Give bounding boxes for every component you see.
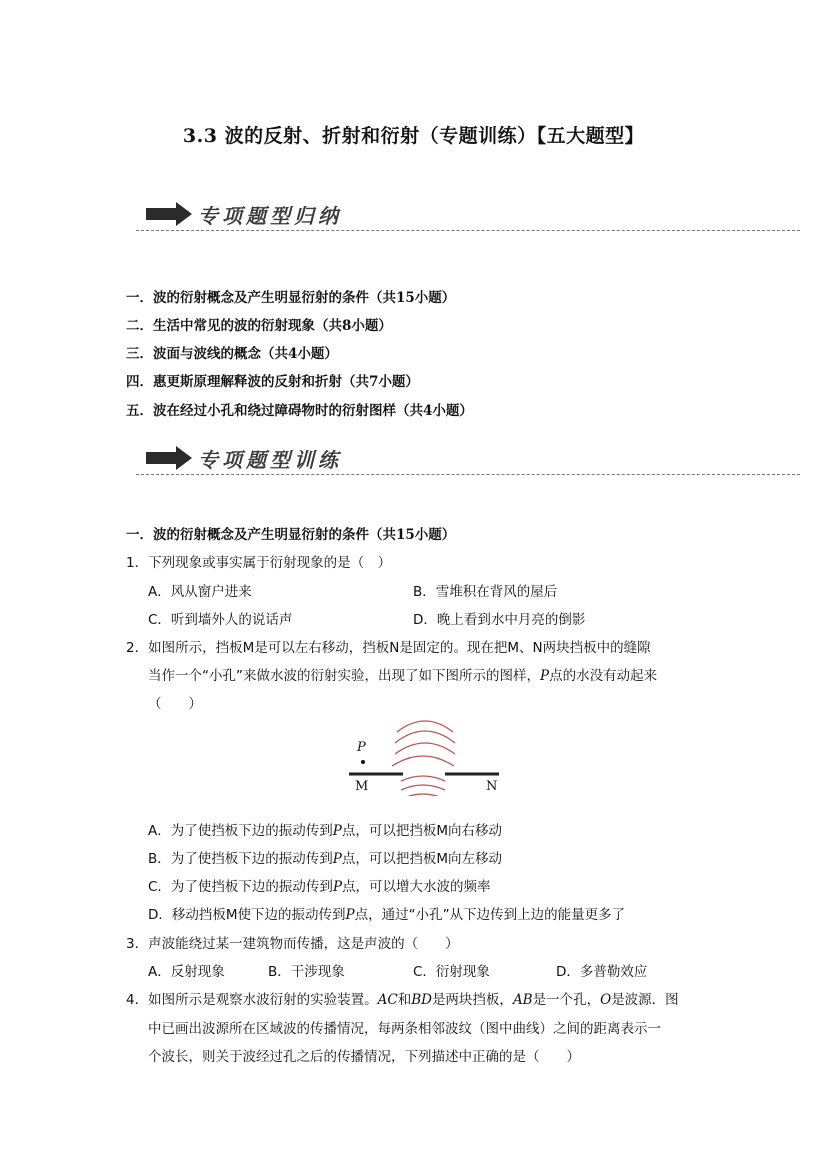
section-banner-training: [136, 440, 800, 480]
question-1-stem: 1．下列现象或事实属于衍射现象的是（ ）: [126, 555, 392, 571]
q2-figure: [345, 716, 505, 796]
q2-option-a[interactable]: [148, 819, 502, 839]
arrow-icon: [146, 202, 194, 226]
q1-option-a[interactable]: A．风从窗户进来: [148, 584, 252, 600]
option-text: 点，可以增大水波的频率: [342, 879, 491, 895]
point-p-label: P: [345, 907, 355, 923]
q3-option-c[interactable]: C．衍射现象: [413, 964, 490, 980]
q3-option-b[interactable]: B．干涉现象: [268, 964, 345, 980]
divider: [136, 230, 800, 231]
q4-text: 是两块挡板，: [431, 992, 513, 1008]
option-text: 点，通过“小孔”从下边传到上边的能量更多了: [354, 907, 626, 923]
wave-fronts: [392, 721, 455, 796]
question-4-line2: 中已画出波源所在区域波的传播情况，每两条相邻波纹（图中曲线）之间的距离表示一: [148, 1021, 661, 1037]
toc-item-1[interactable]: 一．波的衍射概念及产生明显衍射的条件（共15小题）: [126, 290, 456, 306]
label-ac: AC: [377, 992, 398, 1008]
question-2-line2: [148, 664, 657, 684]
q2-option-c[interactable]: [148, 875, 491, 895]
point-p-label: P: [332, 823, 342, 839]
label-n: N: [486, 779, 498, 794]
question-4-line3: 个波长，则关于波经过孔之后的传播情况，下列描述中正确的是（ ）: [148, 1049, 580, 1065]
arrow-icon: [146, 446, 194, 470]
q4-text: 是一个孔，: [532, 992, 601, 1008]
option-text: 点，可以把挡板M向右移动: [341, 823, 502, 839]
q2-option-b[interactable]: [148, 847, 502, 867]
q4-text: 是波源．图: [611, 992, 679, 1008]
question-3-stem: 3．声波能绕过某一建筑物而传播，这是声波的（ ）: [126, 936, 459, 952]
q3-option-d[interactable]: D．多普勒效应: [556, 964, 648, 980]
point-p-label: P: [332, 851, 342, 867]
option-text: C．为了使挡板下边的振动传到: [148, 879, 333, 895]
option-text: 点，可以把挡板M向左移动: [341, 851, 503, 867]
question-2-line3: （ ）: [148, 696, 202, 712]
label-m: M: [355, 779, 369, 794]
point-p-label: P: [332, 879, 343, 895]
option-text: A．为了使挡板下边的振动传到: [148, 823, 333, 839]
toc-item-2[interactable]: 二．生活中常见的波的衍射现象（共8小题）: [126, 318, 392, 334]
toc-item-5[interactable]: 五．波在经过小孔和绕过障碍物时的衍射图样（共4小题）: [126, 403, 473, 419]
q2-text: 点的水没有动起来: [549, 668, 658, 684]
q4-text: 4．如图所示是观察水波衍射的实验装置。: [126, 992, 378, 1008]
question-2-line1: 2．如图所示，挡板M是可以左右移动，挡板N是固定的。现在把M、N两块挡板中的缝隙: [126, 640, 651, 656]
q2-option-d[interactable]: [148, 903, 625, 923]
q1-option-c[interactable]: C．听到墙外人的说话声: [148, 612, 293, 628]
q2-text: 当作一个“小孔”来做水波的衍射实验，出现了如下图所示的图样，: [148, 668, 540, 684]
point-p-label: P: [357, 740, 366, 755]
q3-option-a[interactable]: A．反射现象: [148, 964, 225, 980]
point-p-dot: [361, 760, 365, 764]
label-bd: BD: [411, 992, 432, 1008]
q1-option-d[interactable]: D．晚上看到水中月亮的倒影: [413, 612, 586, 628]
q4-text: 和: [397, 992, 412, 1008]
question-4-line1: [126, 988, 679, 1008]
divider: [136, 474, 800, 475]
point-p-label: P: [540, 668, 550, 684]
banner-title: 专项题型归纳: [198, 204, 342, 228]
option-text: B．为了使挡板下边的振动传到: [148, 851, 333, 867]
option-text: D．移动挡板M使下边的振动传到: [148, 907, 346, 923]
q1-option-b[interactable]: B．雪堆积在背风的屋后: [413, 584, 558, 600]
toc-item-4[interactable]: 四．惠更斯原理解释波的反射和折射（共7小题）: [126, 374, 419, 390]
label-o: O: [600, 992, 612, 1008]
section-banner-summary: [136, 196, 800, 236]
toc-item-3[interactable]: 三．波面与波线的概念（共4小题）: [126, 346, 338, 362]
label-ab: AB: [512, 992, 533, 1008]
banner-title: 专项题型训练: [198, 448, 342, 472]
section-heading: 一．波的衍射概念及产生明显衍射的条件（共15小题）: [126, 527, 456, 543]
page-title: 3.3 波的反射、折射和衍射（专题训练）【五大题型】: [182, 125, 645, 147]
